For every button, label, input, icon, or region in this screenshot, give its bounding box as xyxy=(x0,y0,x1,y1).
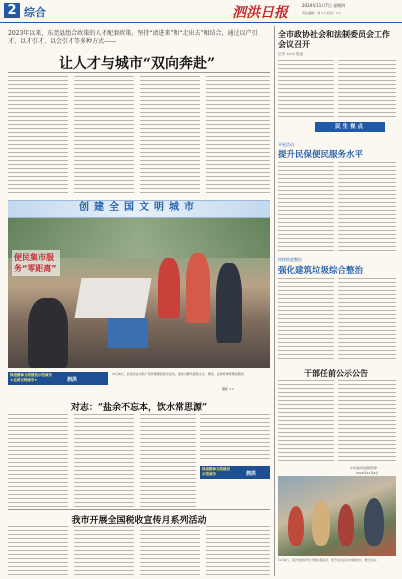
notice-body-column xyxy=(278,380,334,464)
article-body-column xyxy=(74,526,134,576)
article-body-column xyxy=(74,414,134,508)
article-body-column xyxy=(140,76,200,196)
article-title: 提升民保便民服务水平 xyxy=(278,150,364,160)
person-figure xyxy=(312,500,330,546)
person-figure xyxy=(158,258,180,318)
column-divider xyxy=(274,26,275,576)
promo-ad-line: 示范城市 xyxy=(202,472,216,476)
photo-overlay-title: 便民集市服务“零距离” xyxy=(12,250,60,276)
article-body-column xyxy=(338,60,396,118)
promo-ad-line: 推进精神文明建设 xyxy=(202,467,230,471)
page-number: 2 xyxy=(4,3,20,18)
article-body-column xyxy=(278,278,334,362)
person-figure xyxy=(338,504,354,546)
article-body-column xyxy=(338,278,396,362)
article-body-column xyxy=(278,60,334,118)
article-title: 强化建筑垃圾综合整治 xyxy=(278,266,364,276)
article-body-column xyxy=(8,526,68,576)
laptop xyxy=(108,318,148,348)
article-body-column xyxy=(200,414,270,462)
notice-title: 干部任前公示公告 xyxy=(304,369,368,378)
article-title: 全市政协社会和法制委员会工作会议召开 xyxy=(278,30,390,49)
notice-body-column xyxy=(338,380,396,464)
article-body-column xyxy=(74,76,134,196)
students-photo xyxy=(278,476,396,556)
article-body-column xyxy=(140,526,200,576)
table xyxy=(74,278,151,318)
promo-ad-line: 推进精神文明建设示范城市 xyxy=(10,373,52,377)
article-body-column xyxy=(8,414,68,508)
sub-headline: 对志：“盐余不忘本，饮水常思源” xyxy=(70,403,208,413)
bottom-headline: 我市开展全国税收宣传月系列活动 xyxy=(71,516,207,526)
article-kicker: 持续推进整治 xyxy=(278,257,302,262)
article-body-column xyxy=(206,76,270,196)
promo-ad-brand: 泗洪 xyxy=(67,377,78,383)
photo-caption: 11月6日，某学校组织学生开展实践活动，孩子们在活动中体验快乐，增长见识。 xyxy=(278,558,379,562)
person-figure xyxy=(216,263,242,343)
article-body-column xyxy=(278,162,334,252)
article-byline: 记者 ××× 报道 xyxy=(278,52,304,56)
main-headline: 让人才与城市“双向奔赴” xyxy=(58,56,216,72)
notice-issuer: 中共泗洪县委组织部 xyxy=(350,466,378,470)
person-figure xyxy=(288,506,304,546)
article-kicker: 开展活动 xyxy=(278,142,294,147)
divider xyxy=(8,509,270,510)
person-figure xyxy=(28,298,68,368)
photo-credit: 摄影 ×× xyxy=(222,387,234,391)
person-figure xyxy=(364,498,384,546)
article-body-column xyxy=(8,76,68,196)
person-figure xyxy=(186,253,210,323)
photo-caption: 11月6日，泗洪县在市民广场开展便民集市活动，现场为群众提供义诊、理发、法律咨询等便民服务。 xyxy=(112,372,247,376)
editor-line: 责任编辑：刘 ×× 校对：×× xyxy=(302,11,341,15)
notice-date: 2024年11月6日 xyxy=(356,471,379,475)
promo-ad-brand: 泗洪 xyxy=(246,471,257,477)
section-title: 综合 xyxy=(24,6,46,19)
section-label: 民生视点 xyxy=(315,122,385,132)
lead-text: 2023年以来，东莞县组合政策的人才配套政策，坚持“请进来”和“走出去”相结合，通过以产引才、以才引才、以会引才等多种方式—— xyxy=(8,30,258,45)
date-line: 2024年11月7日 星期四 xyxy=(302,3,346,8)
market-photo xyxy=(8,218,270,368)
article-body-column xyxy=(338,162,396,252)
feature-banner-title: 创建全国文明城市 xyxy=(79,202,199,213)
article-body-column xyxy=(206,526,270,576)
article-body-column xyxy=(140,414,196,508)
masthead-logo: 泗洪日报 xyxy=(232,5,288,21)
promo-ad-line: ★全国文明城市★ xyxy=(10,378,38,382)
divider xyxy=(8,72,270,73)
